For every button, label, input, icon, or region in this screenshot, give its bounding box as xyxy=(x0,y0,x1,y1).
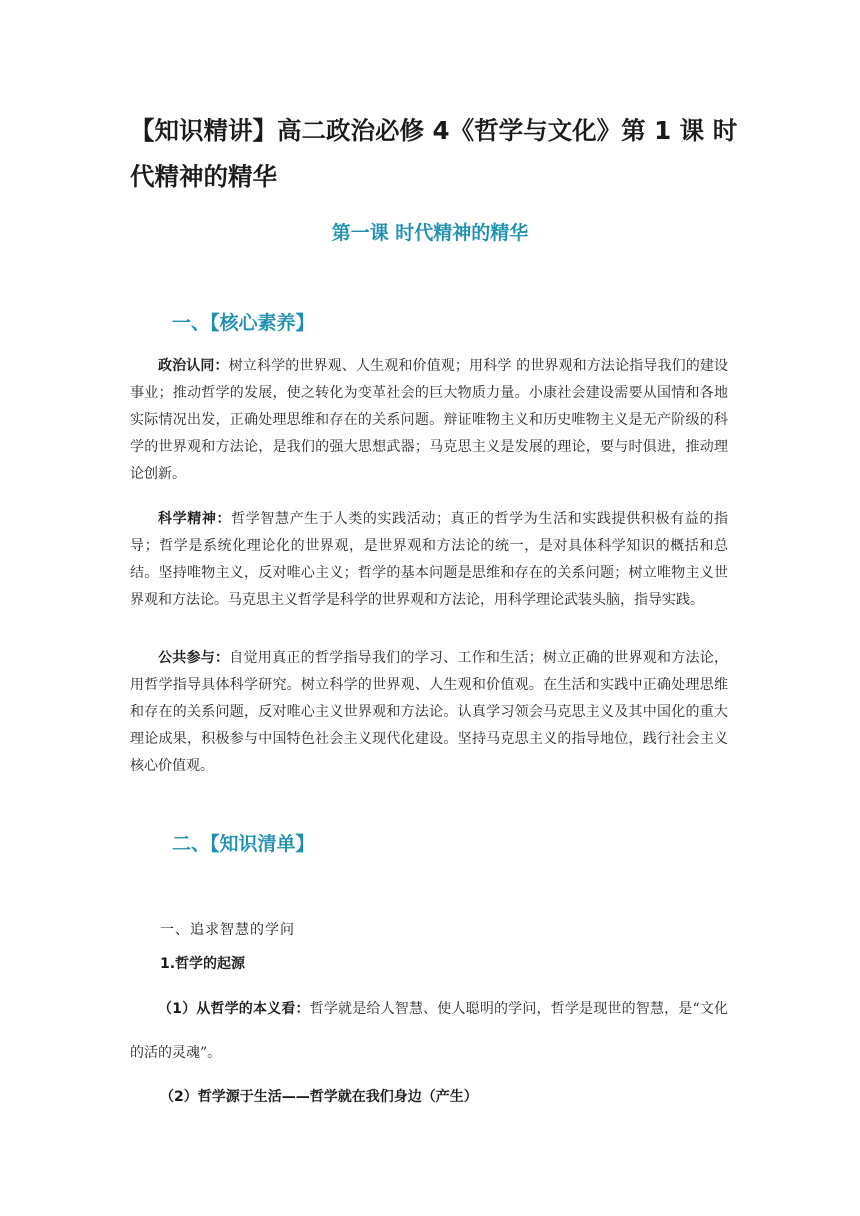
paragraph-scientific-spirit xyxy=(130,506,728,614)
point-text: 哲学就是给人智慧、使人聪明的学问，哲学是现世的智慧，是“文化的活的灵魂”。 xyxy=(130,1001,729,1061)
outline-point-1 xyxy=(130,987,728,1075)
paragraph-lead: 政治认同： xyxy=(158,358,229,374)
lesson-heading: 第一课 时代精神的精华 xyxy=(331,222,529,244)
paragraph-lead: 科学精神： xyxy=(158,511,232,527)
paragraph-text: 哲学智慧产生于人类的实践活动；真正的哲学为生活和实践提供积极有益的指导；哲学是系统化理论化的世界观，是世界观和方法论的统一，是对具体科学知识的概括和总结。坚持唯物主义，反对唯心主义；哲学的基本问题是思维和存在的关系问题；树立唯物主义世界观和方法论。马克思主义哲学是科学的世界观和方法论，用科学理论武装头脑，指导实践。 xyxy=(130,511,729,608)
section-heading-knowledge-list: 二、【知识清单】 xyxy=(172,833,315,855)
paragraph-political-identity xyxy=(130,353,728,488)
paragraph-text: 自觉用真正的哲学指导我们的学习、工作和生活；树立正确的世界观和方法论，用哲学指导具体科学研究。树立科学的世界观、人生观和价值观。在生活和实践中正确处理思维和存在的关系问题，反对唯心主义世界观和方法论。认真学习领会马克思主义及其中国化的重大理论成果，积极参与中国特色社会主义现代化建设。坚持马克思主义的指导地位，践行社会主义核心价值观。 xyxy=(130,650,729,774)
point-lead: （2）哲学源于生活——哲学就在我们身边（产生） xyxy=(160,1089,478,1105)
outline-subheading: 1.哲学的起源 xyxy=(160,956,246,972)
paragraph-lead: 公共参与： xyxy=(158,650,230,666)
outline-point-2 xyxy=(160,1085,478,1109)
document-title: 【知识精讲】高二政治必修 4《哲学与文化》第 1 课 时代精神的精华 xyxy=(130,116,738,191)
section-heading-core-literacy: 一、【核心素养】 xyxy=(172,312,315,334)
outline-title: 一、追求智慧的学问 xyxy=(160,922,295,938)
paragraph-public-participation xyxy=(130,645,728,780)
paragraph-text: 树立科学的世界观、人生观和价值观；用科学 的世界观和方法论指导我们的建设事业；推动哲学的发展，使之转化为变革社会的巨大物质力量。小康社会建设需要从国情和各地实际情况出发，正确处理思维和存在的关系问题。辩证唯物主义和历史唯物主义是无产阶级的科学的世界观和方法论，是我们的强大思想武器；马克思主义是发展的理论，要与时俱进，推动理论创新。 xyxy=(130,358,729,482)
point-lead: （1）从哲学的本义看： xyxy=(158,1001,310,1017)
